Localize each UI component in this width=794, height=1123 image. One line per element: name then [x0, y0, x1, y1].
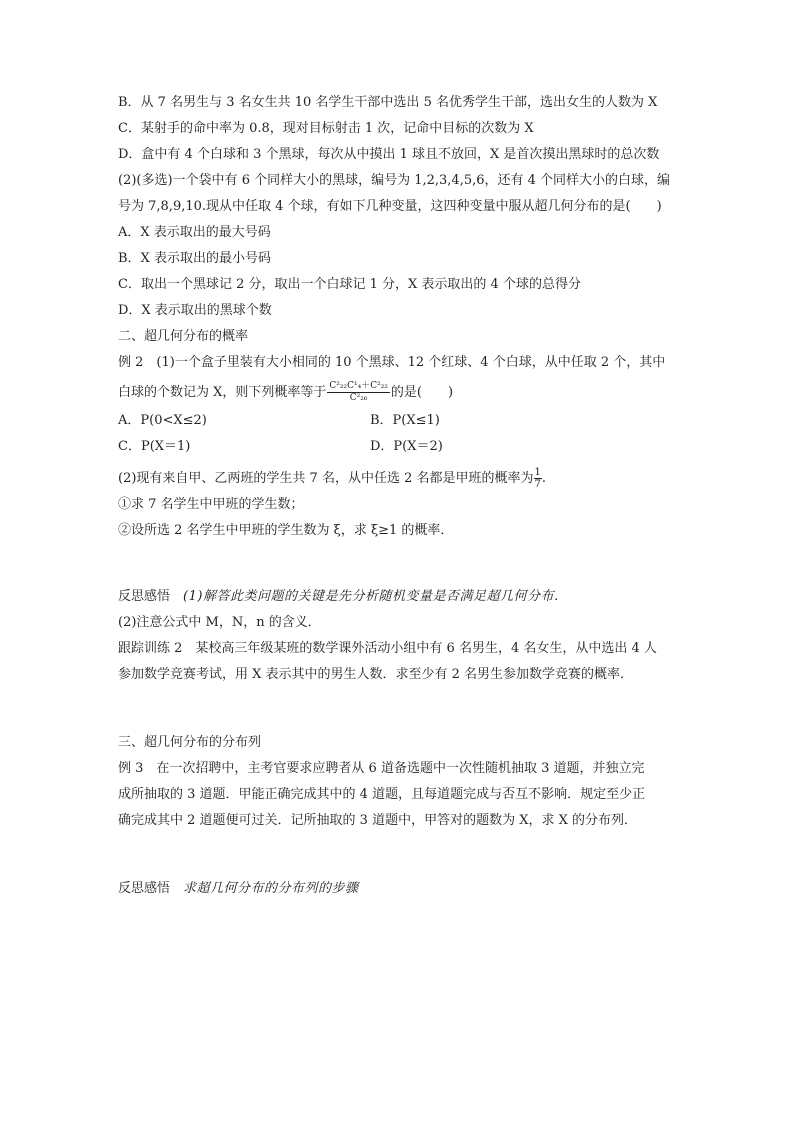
question-2-line-1: (2)(多选)一个袋中有 6 个同样大小的黑球，编号为 1,2,3,4,5,6，还有 4 个同样大小的白球，编	[118, 173, 671, 188]
example-2-option-d: D．P(X＝2)	[370, 439, 443, 454]
example-2-text-post: 的是( )	[390, 385, 454, 400]
example-2-option-a: A．P(0<X≤2)	[118, 413, 207, 428]
example-2-option-c: C．P(X＝1)	[118, 439, 191, 454]
option-d-line: D．盒中有 4 个白球和 3 个黑球，每次从中摸出 1 球且不放回，X 是首次摸出黑球时的总次数	[118, 147, 660, 162]
section-2-heading: 二、超几何分布的概率	[118, 329, 249, 344]
example-2-line-2	[118, 380, 682, 406]
page-content	[118, 90, 682, 902]
probability-fraction	[327, 381, 390, 404]
question-2-option-d: D．X 表示取出的黑球个数	[118, 303, 272, 318]
training-2-line-2: 参加数学竞赛考试，用 X 表示其中的男生人数．求至少有 2 名男生参加数学竞赛的概率．	[118, 667, 634, 682]
example-2-option-b: B．P(X≤1)	[370, 413, 440, 428]
section-3-heading: 三、超几何分布的分布列	[118, 735, 262, 750]
reflection-text: (1)解答此类问题的关键是先分析随机变量是否满足超几何分布．	[183, 589, 568, 604]
reflection-text: 求超几何分布的分布列的步骤	[183, 881, 359, 896]
fraction-denominator: 7	[534, 479, 541, 490]
example-2-options-row-1	[118, 408, 682, 434]
one-seventh-fraction	[534, 467, 542, 490]
question-2-line-2: 号为 7,8,9,10.现从中任取 4 个球，有如下几种变量，这四种变量中服从超几何分布的是( )	[118, 199, 662, 214]
option-b-line: B．从 7 名男生与 3 名女生共 10 名学生干部中选出 5 名优秀学生干部，选出女生的人数为 X	[118, 95, 658, 110]
example-2-part-2	[118, 466, 682, 492]
example-2-text-pre: 白球的个数记为 X，则下列概率等于	[118, 385, 327, 400]
fraction-numerator: C²₂₂C¹₄＋C²₂₂	[329, 381, 388, 391]
reflection-2-line-1	[118, 584, 682, 610]
reflection-3-line	[118, 876, 682, 902]
reflection-label: 反思感悟	[118, 589, 171, 604]
fraction-numerator: 1	[534, 467, 541, 478]
example-3-line-1: 例 3 在一次招聘中，主考官要求应聘者从 6 道备选题中一次性随机抽取 3 道题，并独立完	[118, 761, 645, 776]
question-2-option-c: C．取出一个黑球记 2 分，取出一个白球记 1 分，X 表示取出的 4 个球的总得分	[118, 277, 581, 292]
question-2-option-b: B．X 表示取出的最小号码	[118, 251, 271, 266]
part-2-text-pre: (2)现有来自甲、乙两班的学生共 7 名，从中任选 2 名都是甲班的概率为	[118, 471, 534, 486]
question-2-option-a: A．X 表示取出的最大号码	[118, 225, 271, 240]
option-c-line: C．某射手的命中率为 0.8，现对目标射击 1 次，记命中目标的次数为 X	[118, 121, 534, 136]
example-2-line-1: 例 2 (1)一个盒子里装有大小相同的 10 个黑球、12 个红球、4 个白球，从中任取 2 个，其中	[118, 355, 666, 370]
example-3-line-3: 确完成其中 2 道题便可过关．记所抽取的 3 道题中，甲答对的题数为 X，求 X 的分布列．	[118, 813, 637, 828]
reflection-2-line-2: (2)注意公式中 M，N，n 的含义．	[118, 615, 321, 630]
example-3-line-2: 成所抽取的 3 道题．甲能正确完成其中的 4 道题，且每道题完成与否互不影响．规定至少正	[118, 787, 646, 802]
part-2-text-post: .	[541, 471, 547, 486]
example-2-options-row-2	[118, 434, 682, 460]
training-2-line-1: 跟踪训练 2 某校高三年级某班的数学课外活动小组中有 6 名男生，4 名女生，从中选出 4 人	[118, 641, 657, 656]
part-2-subquestion-1: ①求 7 名学生中甲班的学生数；	[118, 497, 304, 512]
fraction-denominator: C²₂₆	[349, 393, 368, 403]
reflection-label: 反思感悟	[118, 881, 171, 896]
part-2-subquestion-2: ②设所选 2 名学生中甲班的学生数为 ξ，求 ξ≥1 的概率．	[118, 523, 454, 538]
